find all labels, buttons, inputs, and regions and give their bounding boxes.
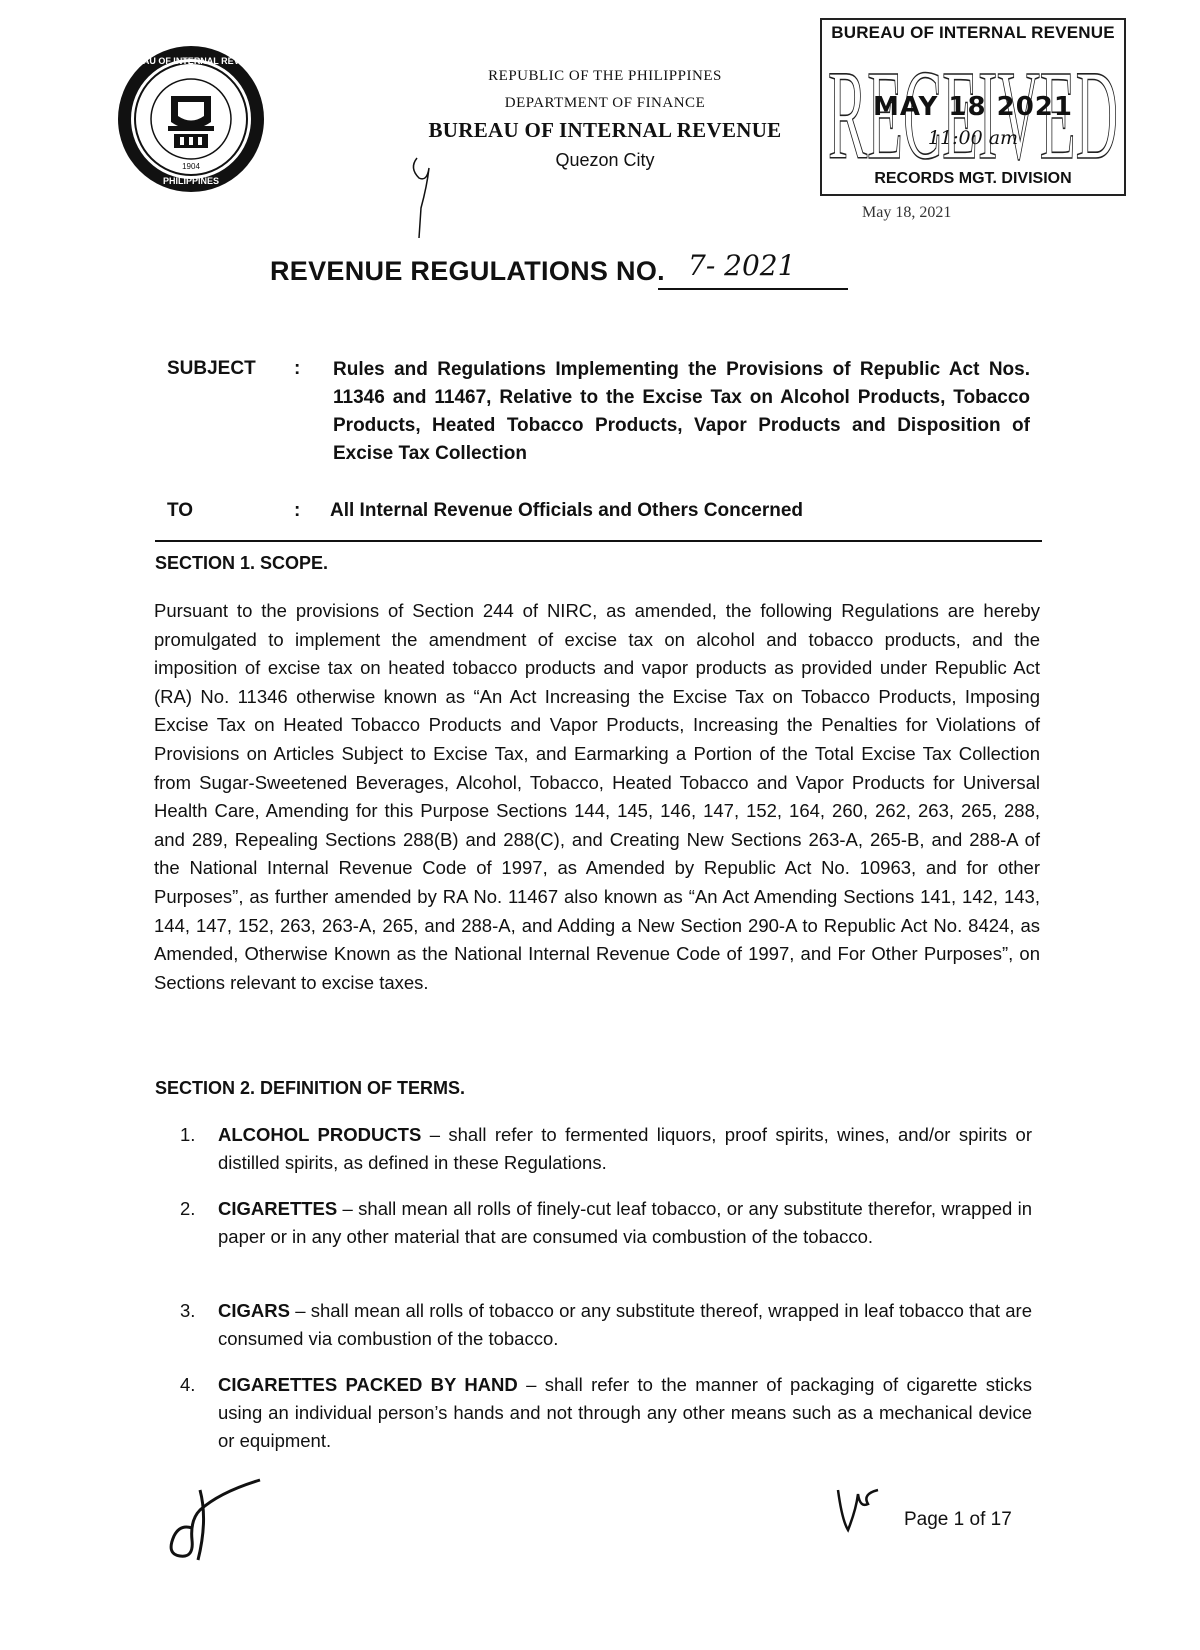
regulation-title-label: REVENUE REGULATIONS NO. bbox=[270, 256, 665, 286]
definition-number: 4. bbox=[180, 1374, 196, 1395]
page-number: Page 1 of 17 bbox=[904, 1509, 1012, 1530]
header-department: DEPARTMENT OF FINANCE bbox=[504, 95, 706, 111]
section-1-heading: SECTION 1. SCOPE. bbox=[155, 553, 329, 573]
definition-number: 3. bbox=[180, 1300, 196, 1321]
definition-text: – shall mean all rolls of tobacco or any substitute thereof, wrapped in leaf tobacco that are consumed via combustion of the tobacco. bbox=[218, 1300, 1032, 1349]
initials-icon bbox=[832, 1476, 892, 1536]
to-colon: : bbox=[294, 500, 301, 521]
handwritten-mark-icon bbox=[405, 150, 445, 260]
header-republic: REPUBLIC OF THE PHILIPPINES bbox=[488, 68, 722, 84]
definition-term: CIGARETTES bbox=[218, 1198, 338, 1219]
svg-text:BUREAU OF INTERNAL REVENUE: BUREAU OF INTERNAL REVENUE bbox=[117, 56, 265, 66]
definition-item bbox=[180, 1297, 1032, 1353]
regulation-number: 7- 2021 bbox=[688, 249, 796, 282]
definition-text: – shall refer to fermented liquors, proof spirits, wines, and/or spirits or distilled spirits, as defined in these Regulations. bbox=[218, 1124, 1032, 1173]
received-stamp bbox=[820, 18, 1126, 196]
svg-text:PHILIPPINES: PHILIPPINES bbox=[162, 176, 220, 186]
header-bureau: BUREAU OF INTERNAL REVENUE bbox=[428, 118, 782, 142]
definition-term: CIGARETTES PACKED BY HAND bbox=[218, 1374, 518, 1395]
svg-text:RECEIVED: RECEIVED bbox=[828, 46, 1118, 170]
stamp-time: 11:00 am bbox=[927, 127, 1019, 149]
section-2-heading: SECTION 2. DEFINITION OF TERMS. bbox=[155, 1078, 466, 1098]
page-title bbox=[270, 256, 665, 287]
definition-item bbox=[180, 1121, 1032, 1177]
definition-item bbox=[180, 1371, 1032, 1455]
subject-label: SUBJECT bbox=[167, 358, 256, 379]
subject-colon: : bbox=[294, 358, 301, 379]
to-label: TO bbox=[167, 500, 194, 521]
definition-number: 1. bbox=[180, 1124, 196, 1145]
definition-item bbox=[180, 1195, 1032, 1251]
stamp-date: MAY 18 2021 bbox=[873, 92, 1073, 122]
stamp-division: RECORDS MGT. DIVISION bbox=[874, 170, 1072, 187]
definition-number: 2. bbox=[180, 1198, 196, 1219]
definition-term: CIGARS bbox=[218, 1300, 290, 1321]
to-text: All Internal Revenue Officials and Others Concerned bbox=[330, 500, 804, 521]
definition-text: – shall refer to the manner of packaging of cigarette sticks using an individual person’s hands and not through any other means such as a mechanical device or equipment. bbox=[218, 1374, 1032, 1451]
definition-term: ALCOHOL PRODUCTS bbox=[218, 1124, 422, 1145]
definition-text: – shall mean all rolls of finely-cut leaf tobacco, or any substitute therefor, wrapped in paper or in any other material that are consumed via combustion of the tobacco. bbox=[218, 1198, 1032, 1247]
section-1-body: Pursuant to the provisions of Section 244 of NIRC, as amended, the following Regulations are hereby promulgated to implement the amendment of excise tax on alcohol and tobacco products, and the imposition of excise tax on heated tobacco products and vapor products as provided under Republic Act (RA) No. 11346 otherwise known as “An Act Increasing the Excise Tax on Tobacco Products, Imposing Excise Tax on Heated Tobacco Products and Vapor Products, Increasing the Penalties for Violations of Provisions on Articles Subject to Excise Tax, and Earmarking a Portion of the Total Excise Tax Collection from Sugar-Sweetened Beverages, Alcohol, Tobacco, Heated Tobacco and Vapor Products for Universal Health Care, Amending for this Purpose Sections 144, 145, 146, 147, 152, 164, 260, 262, 263, 265, 288, and 289, Repealing Sections 288(B) and 288(C), and Creating New Sections 263-A, 265-B, and 288-A of the National Internal Revenue Code of 1997, as Amended by Republic Act No. 10963, and for other Purposes”, as further amended by RA No. 11467 also known as “An Act Amending Sections 141, 142, 143, 144, 147, 152, 263, 263-A, 265, and 288-A, and Adding a New Section 290-A to Republic Act No. 8424, as Amended, Otherwise Known as the National Internal Revenue Code of 1997, and For Other Purposes”, on Sections relevant to excise taxes. bbox=[154, 600, 1040, 993]
stamp-bureau-label: BUREAU OF INTERNAL REVENUE bbox=[831, 23, 1115, 42]
subject-text: Rules and Regulations Implementing the Provisions of Republic Act Nos. 11346 and 11467, Relative to the Excise Tax on Alcohol Products, Tobacco Products, Heated Tobacco Products, Vapor Products and Disposition of Excise Tax Collection bbox=[333, 359, 1030, 464]
header-city: Quezon City bbox=[555, 150, 655, 170]
bir-seal-logo bbox=[116, 44, 266, 194]
svg-text:1904: 1904 bbox=[182, 162, 200, 171]
stamp-handwritten-date: May 18, 2021 bbox=[862, 204, 952, 221]
divider bbox=[155, 540, 1042, 542]
signature-icon bbox=[160, 1470, 280, 1565]
